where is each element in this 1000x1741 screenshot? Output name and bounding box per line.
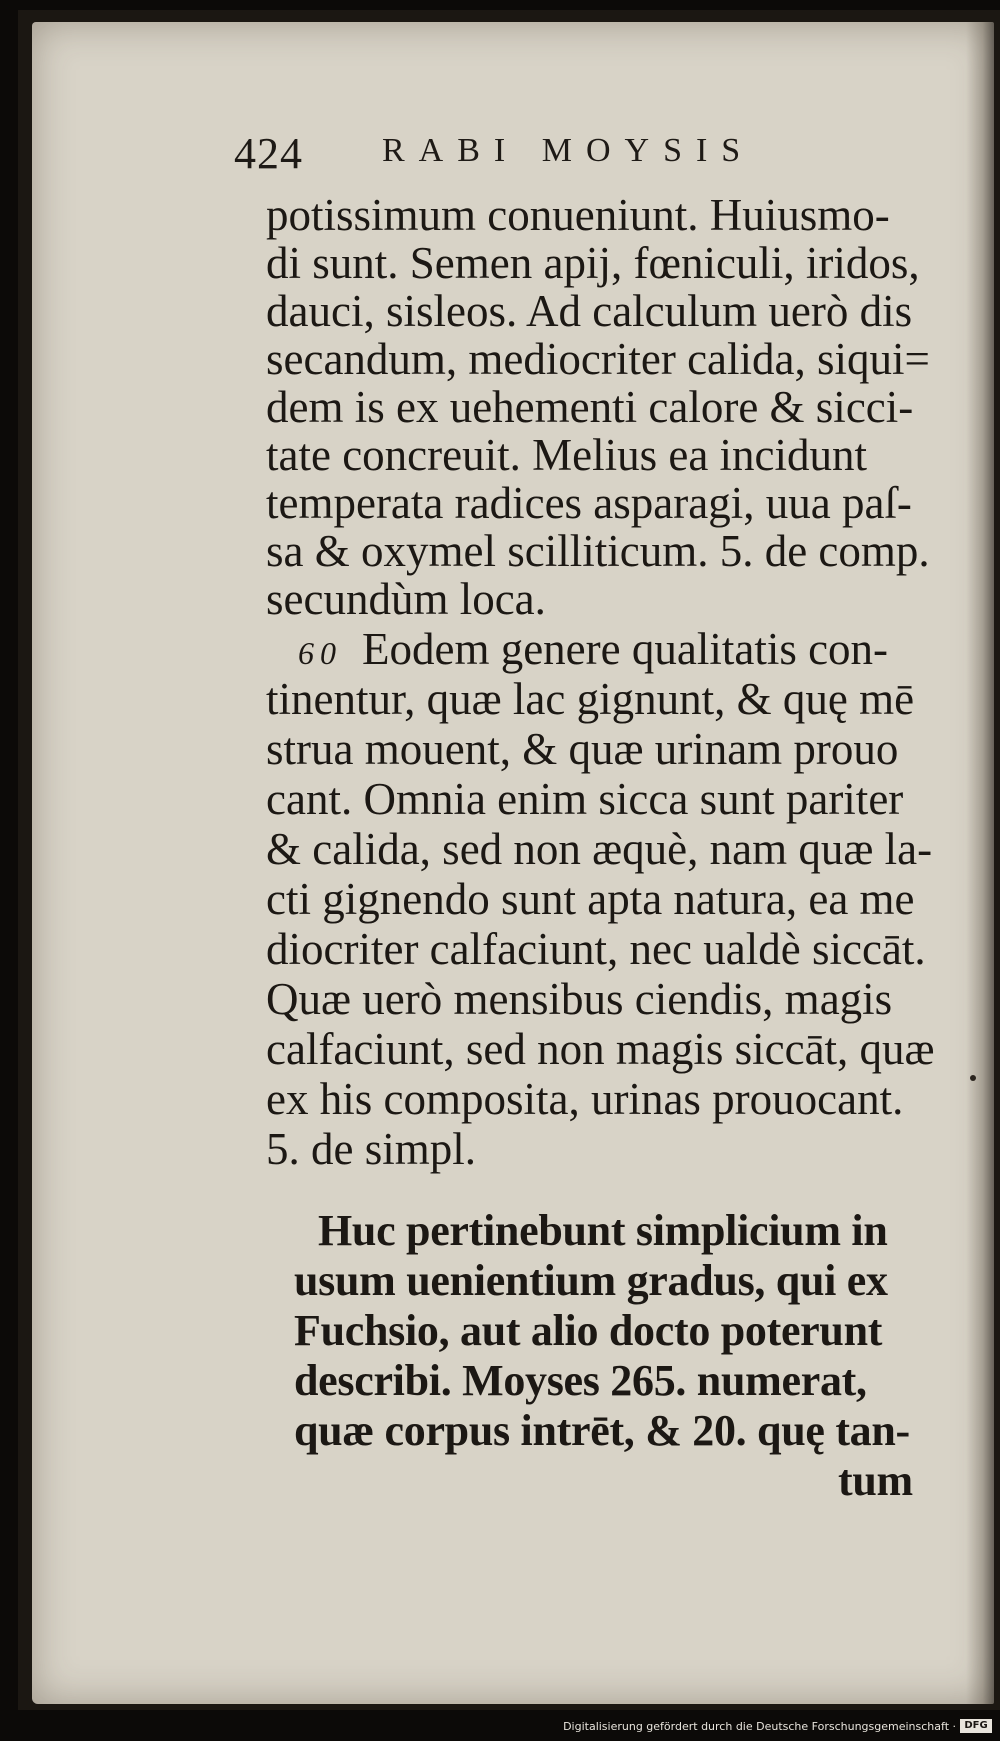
text-line: potissimum conueniunt. Huiusmo- — [266, 190, 890, 240]
text-line: secandum, mediocriter calida, siqui= — [266, 334, 930, 384]
note-line: Huc pertinebunt simplicium in — [318, 1206, 888, 1255]
section-first-line — [298, 624, 888, 678]
note-line: usum uenientium gradus, qui ex — [294, 1256, 888, 1305]
text-line: tinentur, quæ lac gignunt, & quę mē — [266, 674, 915, 724]
text-line: diocriter calfaciunt, nec ualdè siccāt. — [266, 924, 926, 974]
text-line: sa & oxymel scilliticum. 5. de comp. — [266, 526, 930, 576]
note-line: describi. Moyses 265. numerat, — [294, 1356, 867, 1405]
text-line: calfaciunt, sed non magis siccāt, quæ — [266, 1024, 935, 1074]
dfg-logo-icon: DFG — [960, 1719, 992, 1733]
text-line: tate concreuit. Melius ea incidunt — [266, 430, 868, 480]
text-line: 5. de simpl. — [266, 1124, 476, 1174]
text-line: ex his composita, urinas prouocant. — [266, 1074, 904, 1124]
note-line: Fuchsio, aut alio docto poterunt — [294, 1306, 883, 1355]
text-line: & calida, sed non æquè, nam quæ la- — [266, 824, 933, 874]
text-line: dem is ex uehementi calore & sicci- — [266, 382, 914, 432]
page-number: 424 — [234, 129, 303, 178]
section-first-line-text: Eodem genere qualitatis con- — [362, 624, 889, 674]
text-line: cant. Omnia enim sicca sunt pariter — [266, 774, 904, 824]
section-number: 60 — [298, 635, 342, 671]
page-header — [234, 128, 834, 188]
running-title: RABI MOYSIS — [382, 132, 755, 169]
text-line: strua mouent, & quæ urinam prouo — [266, 724, 899, 774]
text-line: cti gignendo sunt apta natura, ea me — [266, 874, 915, 924]
text-line: temperata radices asparagi, uua paſ- — [266, 478, 912, 528]
catchword: tum — [838, 1456, 913, 1505]
page-gutter — [966, 22, 994, 1704]
text-line: Quæ uerò mensibus ciendis, magis — [266, 974, 893, 1024]
note-line: quæ corpus intrēt, & 20. quę tan- — [294, 1406, 910, 1455]
text-line: di sunt. Semen apij, fœniculi, iridos, — [266, 238, 920, 288]
digitization-credit: Digitalisierung gefördert durch die Deutsche Forschungsgemeinschaft · — [563, 1720, 956, 1733]
text-line: dauci, sisleos. Ad calculum uerò dis — [266, 286, 913, 336]
text-line: secundùm loca. — [266, 574, 546, 624]
ink-mark — [970, 1075, 976, 1081]
